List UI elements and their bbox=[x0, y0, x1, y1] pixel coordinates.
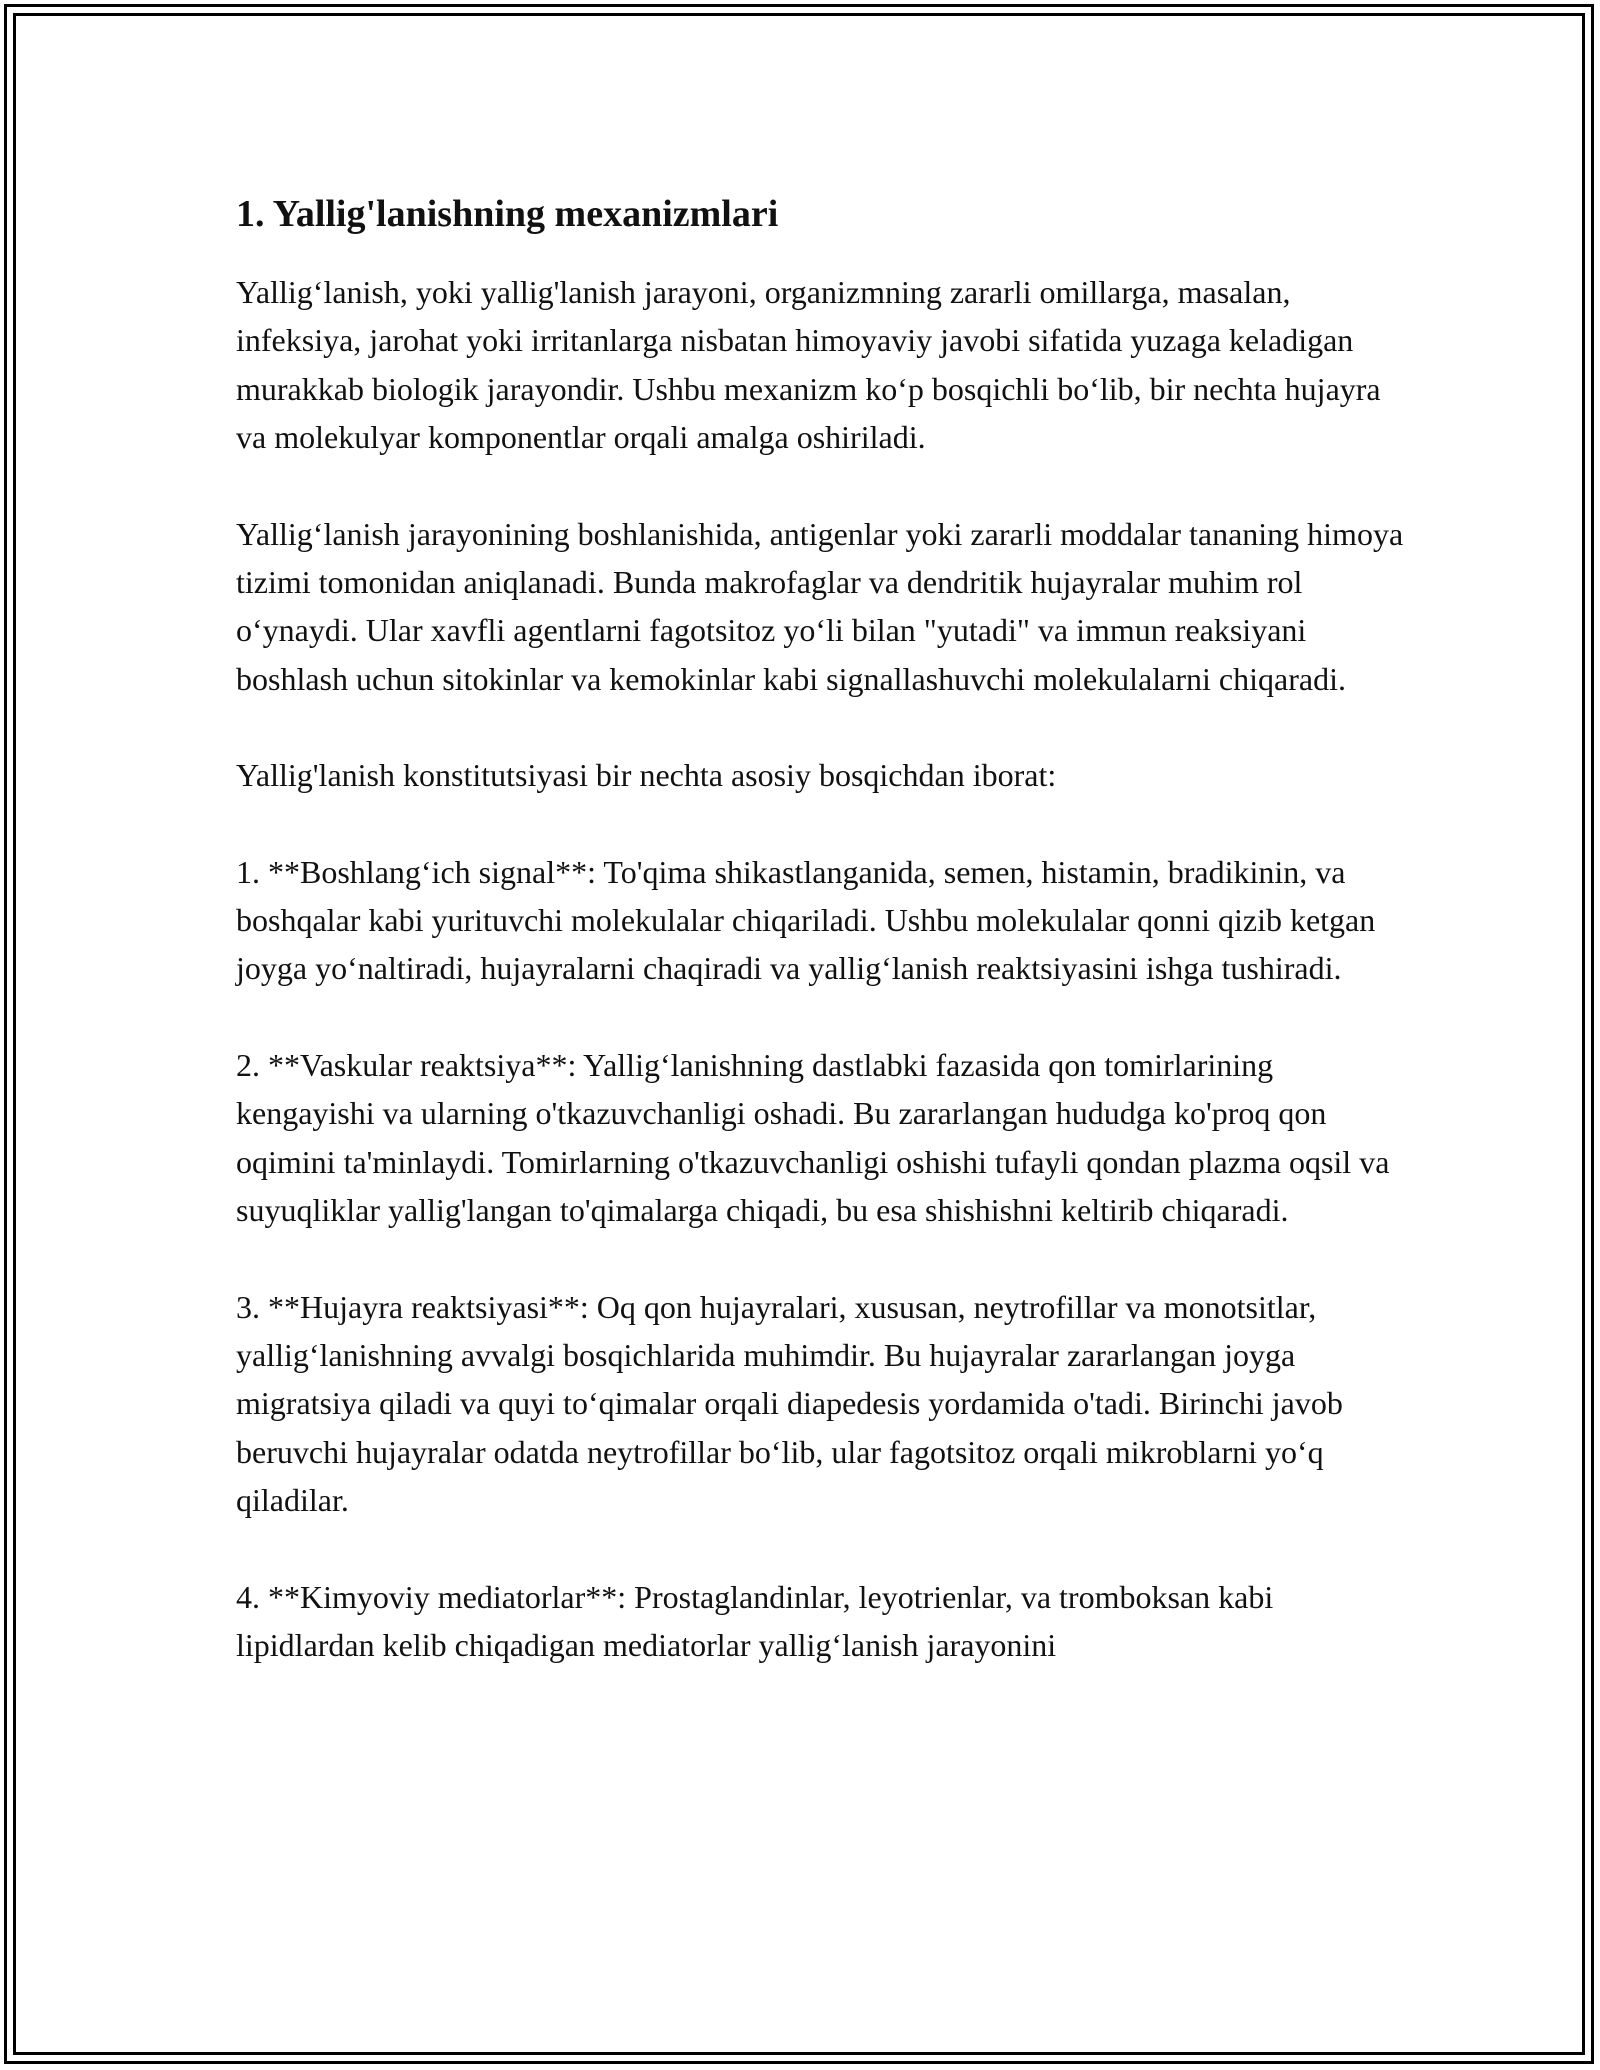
document-body bbox=[236, 186, 1406, 1717]
list-item-vascular-reaction: 2. **Vaskular reaktsiya**: Yallig‘lanishning dastlabki fazasida qon tomirlarining kengayishi va ularning o'tkazuvchanligi oshadi. Bu zararlangan hududga ko'proq qon oqimini ta'minlaydi. Tomirlarning o'tkazuvchanligi oshishi tufayli qondan plazma oqsil va suyuqliklar yallig'langan to'qimalarga chiqadi, bu esa shishishni keltirib chiqaradi. bbox=[236, 1046, 1390, 1229]
paragraph-stages-intro: Yallig'lanish konstitutsiyasi bir nechta asosiy bosqichdan iborat: bbox=[236, 757, 1057, 794]
list-item-cellular-reaction: 3. **Hujayra reaktsiyasi**: Oq qon hujayralari, xususan, neytrofillar va monotsitlar, yallig‘lanishning avvalgi bosqichlarida muhimdir. Bu hujayralar zararlangan joyga migratsiya qiladi va quyi to‘qimalar orqali diapedesis yordamida o'tadi. Birinchi javob beruvchi hujayralar odatda neytrofillar bo‘lib, ular fagotsitoz orqali mikroblarni yo‘q qiladilar. bbox=[236, 1288, 1343, 1519]
paragraph-onset: Yallig‘lanish jarayonining boshlanishida, antigenlar yoki zararli moddalar tananing himoya tizimi tomonidan aniqlanadi. Bunda makrofaglar va dendritik hujayralar muhim rol o‘ynaydi. Ular xavfli agentlarni fagotsitoz yo‘li bilan "yutadi" va immun reaksiyani boshlash uchun sitokinlar va kemokinlar kabi signallashuvchi molekulalarni chiqaradi. bbox=[236, 515, 1404, 697]
list-item-chemical-mediators: 4. **Kimyoviy mediatorlar**: Prostaglandinlar, leyotrienlar, va tromboksan kabi lipidlardan kelib chiqadigan mediatorlar yallig‘lanish jarayonini bbox=[236, 1578, 1274, 1663]
list-item-initial-signal: 1. **Boshlang‘ich signal**: To'qima shikastlanganida, semen, histamin, bradikinin, va boshqalar kabi yurituvchi molekulalar chiqariladi. Ushbu molekulalar qonni qizib ketgan joyga yo‘naltiradi, hujayralarni chaqiradi va yallig‘lanish reaktsiyasini ishga tushiradi. bbox=[236, 853, 1376, 987]
section-heading: 1. Yallig'lanishning mexanizmlari bbox=[236, 193, 779, 235]
paragraph-intro: Yallig‘lanish, yoki yallig'lanish jarayoni, organizmning zararli omillarga, masalan, infeksiya, jarohat yoki irritanlarga nisbatan himoyaviy javobi sifatida yuzaga keladigan murakkab biologik jarayondir. Ushbu mexanizm ko‘p bosqichli bo‘lib, bir nechta hujayra va molekulyar komponentlar orqali amalga oshiriladi. bbox=[236, 274, 1381, 456]
